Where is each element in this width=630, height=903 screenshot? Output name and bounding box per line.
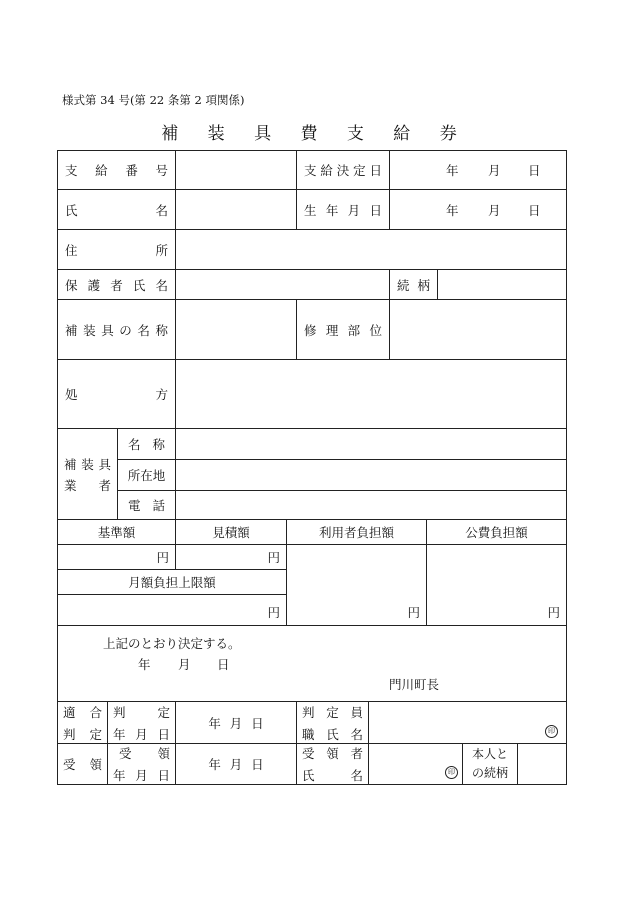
suitability-label xyxy=(58,702,107,743)
receipt-date-field[interactable] xyxy=(176,744,296,784)
receipt-label xyxy=(58,744,107,784)
label-char: 年 xyxy=(113,768,126,783)
receiver-label xyxy=(297,744,368,784)
label-char: 日 xyxy=(369,202,382,218)
vendor-location-label: 所在地 xyxy=(127,468,166,483)
date-day: 日 xyxy=(217,657,230,672)
label-char: 者 xyxy=(98,477,111,493)
date-month: 月 xyxy=(488,163,501,178)
label-char: 装 xyxy=(83,322,96,338)
prescription-field[interactable] xyxy=(176,360,566,428)
label-char: 位 xyxy=(369,322,382,338)
relation-label xyxy=(390,270,437,299)
label-char: 領 xyxy=(89,757,102,772)
yen-unit: 円 xyxy=(267,605,280,620)
label-char: 補 xyxy=(64,456,77,472)
repair-part-field[interactable] xyxy=(390,300,566,359)
device-name-field[interactable] xyxy=(176,300,296,359)
label-char: 定 xyxy=(353,163,366,178)
estimate-amount-field[interactable] xyxy=(176,545,286,569)
date-year: 年 xyxy=(446,202,459,218)
label-line: 本人と xyxy=(472,747,509,761)
label-char: 住 xyxy=(65,242,78,258)
label-char: 月 xyxy=(347,202,361,218)
seal-mark: 印 xyxy=(545,725,558,738)
decision-date-label xyxy=(297,151,389,189)
label-char: 受 xyxy=(63,757,76,772)
rule xyxy=(57,784,567,785)
label-line xyxy=(297,703,368,721)
label-char: 装 xyxy=(81,456,94,472)
label-char: 名 xyxy=(137,322,150,338)
vendor-location-field[interactable] xyxy=(176,460,566,490)
vendor-name-label xyxy=(118,429,175,459)
user-burden-field[interactable] xyxy=(287,545,426,625)
public-burden-field[interactable] xyxy=(427,545,566,625)
label-char: 補 xyxy=(65,322,78,338)
judge-date-field[interactable] xyxy=(176,702,296,743)
vendor-name-field[interactable] xyxy=(176,429,566,459)
label-char: 定 xyxy=(89,726,102,742)
label-char: 月 xyxy=(135,768,148,783)
label-char: の xyxy=(119,322,132,338)
label-line xyxy=(108,703,175,721)
label-char: 給 xyxy=(320,163,333,178)
label-char: 生 xyxy=(304,202,317,218)
label-char: 称 xyxy=(152,437,165,452)
label-line: の続柄 xyxy=(472,766,509,780)
relation-to-self-label xyxy=(463,744,517,784)
user-burden-header: 利用者負担額 xyxy=(318,525,394,540)
relation-to-self-field[interactable] xyxy=(518,744,566,784)
vendor-label xyxy=(58,429,117,519)
date-month: 月 xyxy=(488,202,501,218)
label-char: 氏 xyxy=(65,202,78,218)
label-char: 称 xyxy=(155,322,168,338)
label-char: 名 xyxy=(155,277,168,293)
judge-date-label xyxy=(108,702,175,743)
date-year: 年 xyxy=(208,757,221,772)
label-char: 職 xyxy=(302,726,315,742)
address-label xyxy=(58,230,175,269)
label-char: 名 xyxy=(128,437,141,452)
vendor-label-line1 xyxy=(58,455,117,473)
supply-number-field[interactable] xyxy=(176,151,296,189)
judge-officer-label xyxy=(297,702,368,743)
label-line xyxy=(108,721,175,743)
label-char: 名 xyxy=(350,726,363,742)
device-name-label xyxy=(58,300,175,359)
date-year: 年 xyxy=(446,163,459,178)
date-day: 日 xyxy=(251,757,264,772)
label-char: 部 xyxy=(347,322,361,338)
yen-unit: 円 xyxy=(156,550,169,565)
label-char: 合 xyxy=(89,704,102,720)
date-month: 月 xyxy=(229,757,243,772)
label-line xyxy=(297,744,368,762)
label-char: 判 xyxy=(302,704,315,720)
label-char: 名 xyxy=(155,202,168,218)
label-char: 領 xyxy=(326,746,339,761)
label-char: 方 xyxy=(155,387,168,402)
decision-date-field[interactable] xyxy=(390,151,566,189)
label-line xyxy=(58,721,107,743)
judge-officer-field[interactable] xyxy=(369,702,566,743)
label-line xyxy=(108,744,175,762)
yen-unit: 円 xyxy=(267,550,280,565)
label-char: 番 xyxy=(125,163,138,178)
decision-statement: 上記のとおり決定する。 xyxy=(103,636,241,651)
label-char: 者 xyxy=(350,746,363,761)
receipt-date-label xyxy=(108,744,175,784)
label-char: 日 xyxy=(157,726,170,742)
receiver-field[interactable] xyxy=(369,744,462,784)
guardian-name-label xyxy=(58,270,175,299)
label-char: 護 xyxy=(87,277,101,293)
name-label xyxy=(58,190,175,229)
rule xyxy=(566,150,567,785)
rule xyxy=(57,625,567,626)
prescription-label xyxy=(58,360,175,428)
label-char: 処 xyxy=(65,387,78,402)
supply-number-label xyxy=(58,151,175,189)
date-day: 日 xyxy=(251,715,264,731)
label-line xyxy=(297,721,368,743)
birth-date-label xyxy=(297,190,389,229)
label-char: 年 xyxy=(325,202,339,218)
label-char: 保 xyxy=(65,277,78,293)
label-char: 理 xyxy=(325,322,339,338)
form-number: 様式第 34 号(第 22 条第 2 項関係) xyxy=(62,93,245,107)
date-day: 日 xyxy=(528,202,541,218)
label-char: 支 xyxy=(65,163,78,178)
label-char: 所 xyxy=(155,242,168,258)
yen-unit: 円 xyxy=(547,605,560,620)
standard-amount-header: 基準額 xyxy=(97,525,136,540)
label-char: 氏 xyxy=(132,277,146,293)
name-field[interactable] xyxy=(176,190,296,229)
label-char: 具 xyxy=(101,322,114,338)
label-char: 電 xyxy=(128,498,141,513)
label-char: 続 xyxy=(397,277,410,293)
form-title: 補 装 具 費 支 給 券 xyxy=(161,124,469,144)
date-year: 年 xyxy=(138,657,151,672)
seal-mark: 印 xyxy=(445,766,458,779)
relation-field[interactable] xyxy=(438,270,566,299)
monthly-cap-label: 月額負担上限額 xyxy=(128,575,216,590)
label-char: 定 xyxy=(326,704,339,720)
label-char: 適 xyxy=(63,704,76,720)
label-char: 号 xyxy=(155,163,168,178)
label-char: 判 xyxy=(113,704,126,720)
date-year: 年 xyxy=(208,715,221,731)
label-char: 年 xyxy=(113,726,126,742)
date-day: 日 xyxy=(528,163,541,178)
yen-unit: 円 xyxy=(407,605,420,620)
label-char: 領 xyxy=(157,746,170,761)
public-burden-header: 公費負担額 xyxy=(465,525,528,540)
vendor-label-line2 xyxy=(58,473,117,494)
label-char: 日 xyxy=(369,163,382,178)
guardian-name-field[interactable] xyxy=(176,270,389,299)
label-char: 定 xyxy=(157,704,170,720)
vendor-phone-field[interactable] xyxy=(176,491,566,519)
label-char: 名 xyxy=(350,768,363,783)
label-char: 受 xyxy=(302,746,315,761)
date-month: 月 xyxy=(178,657,191,672)
birth-date-field[interactable] xyxy=(390,190,566,229)
label-char: 給 xyxy=(95,163,108,178)
address-field[interactable] xyxy=(176,230,566,269)
label-char: 業 xyxy=(64,477,77,493)
label-line xyxy=(108,762,175,784)
estimate-amount-header: 見積額 xyxy=(212,525,250,540)
vendor-phone-label xyxy=(118,491,175,519)
label-char: 判 xyxy=(63,726,76,742)
label-char: 月 xyxy=(135,726,148,742)
standard-amount-field[interactable] xyxy=(58,545,175,569)
label-char: 柄 xyxy=(417,277,430,293)
label-char: 修 xyxy=(304,322,317,338)
date-month: 月 xyxy=(229,715,243,731)
label-char: 具 xyxy=(98,456,111,472)
label-char: 話 xyxy=(152,498,165,513)
label-line xyxy=(58,703,107,721)
label-char: 受 xyxy=(119,746,132,761)
label-char: 氏 xyxy=(326,726,339,742)
label-char: 員 xyxy=(350,704,363,720)
label-char: 氏 xyxy=(302,768,315,783)
repair-part-label xyxy=(297,300,389,359)
label-char: 日 xyxy=(157,768,170,783)
label-char: 決 xyxy=(336,163,350,178)
label-char: 者 xyxy=(110,277,123,293)
label-line xyxy=(297,762,368,784)
monthly-cap-field[interactable] xyxy=(58,595,286,625)
mayor-signature: 門川町長 xyxy=(389,677,440,692)
label-char: 支 xyxy=(304,163,317,178)
